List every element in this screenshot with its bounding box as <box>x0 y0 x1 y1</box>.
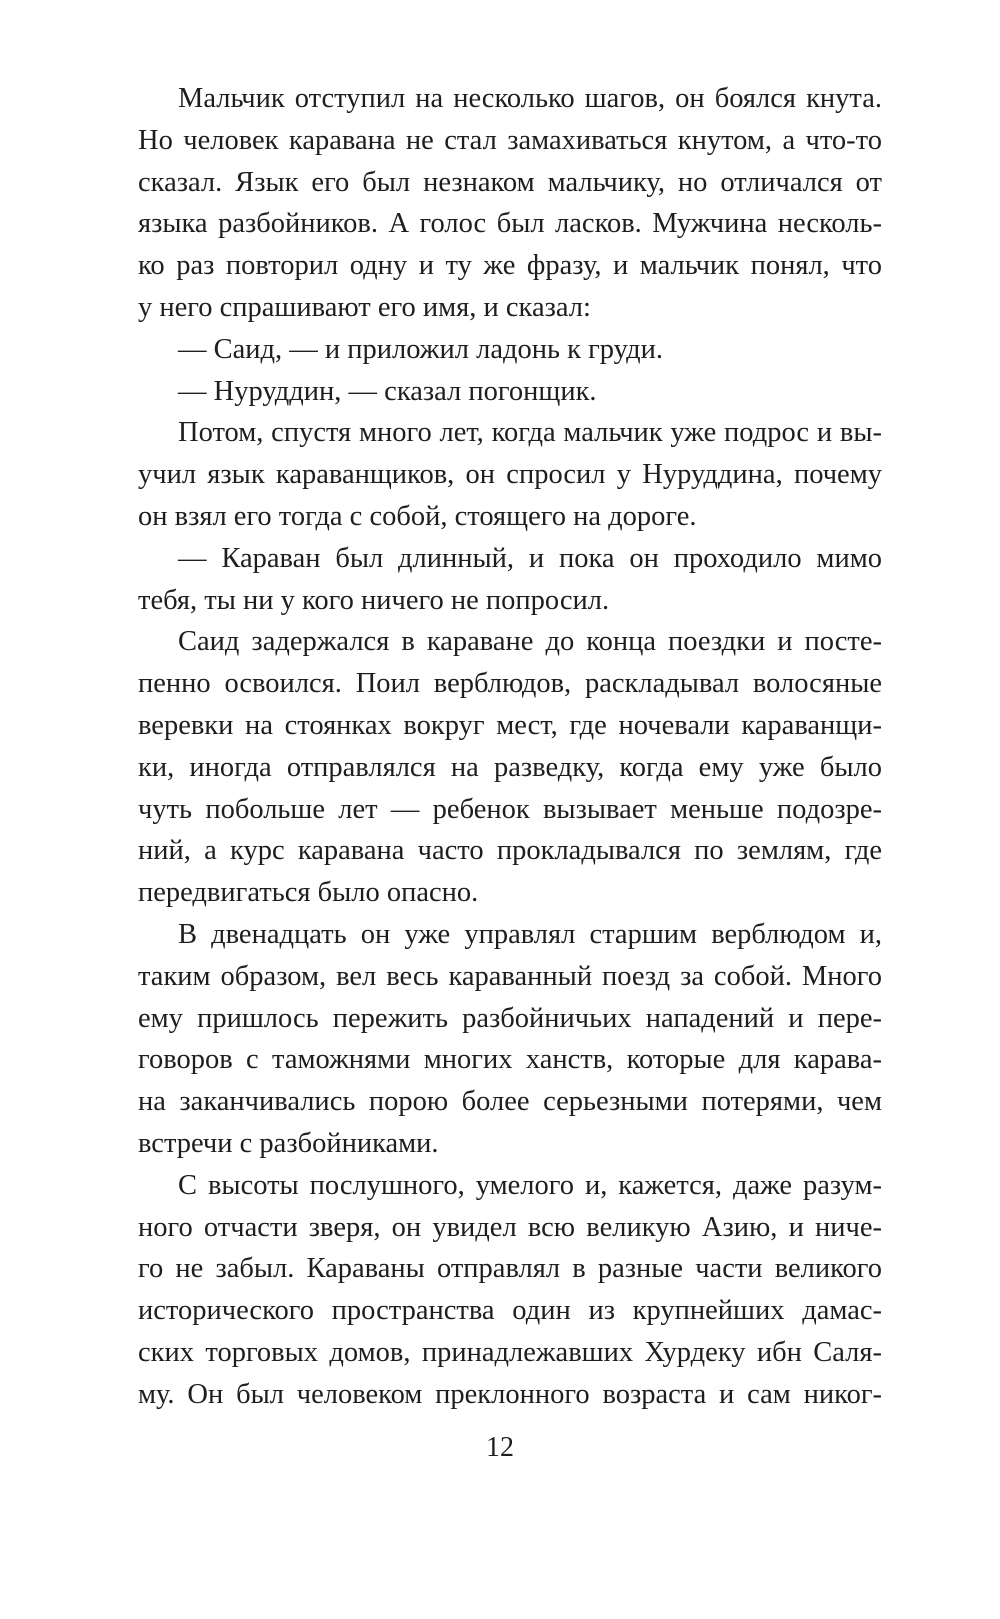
text-line: ских торговых домов, принадлежавших Хурдеку ибн Саля- <box>138 1336 882 1368</box>
text-line: он взял его тогда с собой, стоящего на дороге. <box>138 500 697 532</box>
text-line: Саид задержался в караване до конца поездки и посте- <box>178 626 882 658</box>
text-line: тебя, ты ни у кого ничего не попросил. <box>138 584 610 616</box>
text-line: таким образом, вел весь караванный поезд за собой. Много <box>138 960 882 992</box>
text-line: передвигаться было опасно. <box>138 877 479 909</box>
text-line: Но человек каравана не стал замахиваться кнутом, а что-то <box>138 124 882 156</box>
text-line: — Караван был длинный, и пока он проходило мимо <box>178 542 882 574</box>
text-line: учил язык караванщиков, он спросил у Нуруддина, почему <box>138 459 882 491</box>
text-line: ки, иногда отправлялся на разведку, когда ему уже было <box>138 751 882 783</box>
text-line: В двенадцать он уже управлял старшим верблюдом и, <box>178 918 882 950</box>
text-line: у него спрашивают его имя, и сказал: <box>138 291 591 323</box>
text-line: исторического пространства один из крупнейших дамас- <box>138 1295 882 1327</box>
text-line: чуть побольше лет — ребенок вызывает меньше подозре- <box>138 793 882 825</box>
text-line: языка разбойников. А голос был ласков. Мужчина несколь- <box>138 208 882 240</box>
text-line: сказал. Язык его был незнаком мальчику, но отличался от <box>138 166 882 198</box>
text-line: веревки на стоянках вокруг мест, где ночевали караванщи- <box>138 709 882 741</box>
text-line: Потом, спустя много лет, когда мальчик уже подрос и вы- <box>178 417 882 449</box>
text-line: пенно освоился. Поил верблюдов, раскладывал волосяные <box>138 668 882 700</box>
text-line: — Саид, — и приложил ладонь к груди. <box>178 333 663 365</box>
text-line: — Нуруддин, — сказал погонщик. <box>178 375 597 407</box>
text-line: встречи с разбойниками. <box>138 1127 439 1159</box>
text-line: ему пришлось пережить разбойничьих нападений и пере- <box>138 1002 882 1034</box>
page-number: 12 <box>486 1432 514 1463</box>
book-page-text <box>138 78 882 1416</box>
text-line: говоров с таможнями многих ханств, которые для карава- <box>138 1044 882 1076</box>
text-line: го не забыл. Караваны отправлял в разные части великого <box>138 1253 882 1285</box>
text-line: ко раз повторил одну и ту же фразу, и мальчик понял, что <box>138 250 882 282</box>
text-line: С высоты послушного, умелого и, кажется, даже разум- <box>178 1169 882 1201</box>
text-line: ний, а курс каравана часто прокладывался по землям, где <box>138 835 882 867</box>
text-line: Мальчик отступил на несколько шагов, он боялся кнута. <box>178 83 882 114</box>
text-line: му. Он был человеком преклонного возраста и сам никог- <box>138 1378 882 1410</box>
text-line: ного отчасти зверя, он увидел всю великую Азию, и ниче- <box>138 1211 882 1243</box>
text-line: на заканчивались порою более серьезными потерями, чем <box>138 1086 882 1118</box>
